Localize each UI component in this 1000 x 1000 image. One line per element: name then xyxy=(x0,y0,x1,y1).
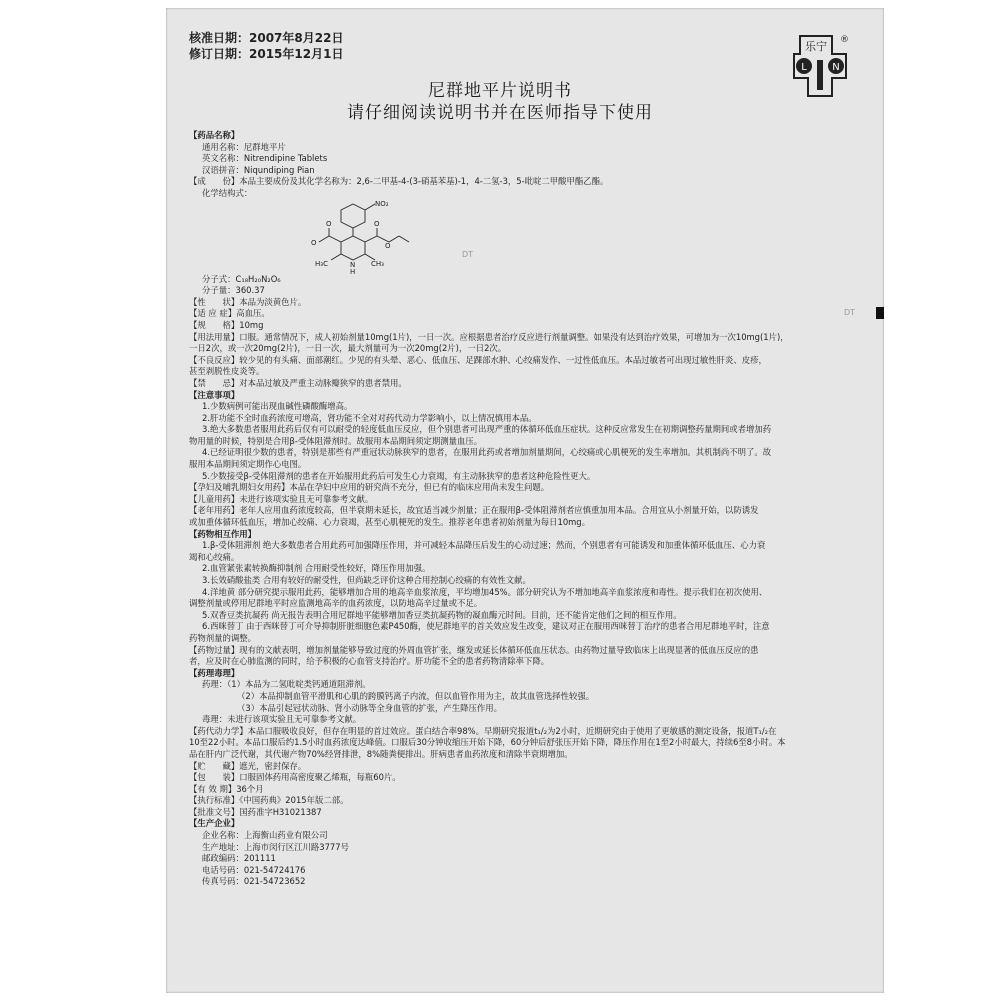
specification: 【规 格】10mg xyxy=(189,319,264,330)
interaction-line: 4.洋地黄 部分研究提示服用此药，能够增加合用的地高辛血浆浓度，平均增加45%。部分研究认为不增加地高辛血浆浓度和毒性。提示我们在初次使用、 xyxy=(202,586,768,597)
structure-label-ch3: CH₃ xyxy=(371,259,384,268)
generic-name: 通用名称：尼群地平片 xyxy=(202,141,286,152)
header-dates xyxy=(189,30,343,62)
interaction-line: 药物剂量的调整。 xyxy=(189,632,256,643)
pharmacokinetics-line: 【药代动力学】本品口服吸收良好，但存在明显的首过效应。蛋白结合率98%。早期研究报道t₁/₂为2小时，近期研究由于使用了更敏感的测定设备，报道T₁/₂在 xyxy=(189,725,777,736)
document-subtitle: 请仔细阅读说明书并在医师指导下使用 xyxy=(347,103,653,123)
section-interactions: 【药物相互作用】 xyxy=(189,528,256,539)
english-name: 英文名称：Nitrendipine Tablets xyxy=(202,153,328,164)
precaution-line: 5.少数接受β-受体阻滞剂的患者在开始服用此药后可发生心力衰竭，有主动脉狭窄的患者这种危险性更大。 xyxy=(202,470,596,481)
structure-label-o: O xyxy=(326,219,332,228)
registration-mark xyxy=(876,307,884,319)
storage: 【贮 藏】遮光，密封保存。 xyxy=(189,760,307,771)
interaction-line: 3.长效硝酸盐类 合用有较好的耐受性，但尚缺乏评价这种合用控制心绞痛的有效性文献。 xyxy=(202,575,531,585)
manufacturer-line: 电话号码：021-54724176 xyxy=(202,864,306,875)
revision-date: 修订日期：2015年12月1日 xyxy=(189,47,344,61)
precaution-line: 服用本品期间须定期作心电图。 xyxy=(189,459,307,470)
structure-label-no2: NO₂ xyxy=(375,199,389,208)
document-title: 尼群地平片说明书 xyxy=(428,81,572,101)
interaction-line: 2.血管紧张素转换酶抑制剂 合用耐受性较好，降压作用加强。 xyxy=(202,563,431,574)
precaution-line: 3.绝大多数患者服用此药后仅有可以耐受的轻度低血压反应，但个别患者可出现严重的体循环低血压症状。这种反应常发生在初期调整药量期间或者增加药 xyxy=(202,424,772,435)
elderly-line: 【老年用药】老年人应用血药浓度较高，但半衰期未延长，故宜适当减少剂量；正在服用β-受体阻滞剂者应慎重加用本品。合用宜从小剂量开始，以防诱发 xyxy=(189,505,759,516)
logo-letter-l: L xyxy=(801,62,807,73)
structure-label: 化学结构式： xyxy=(202,187,253,198)
interaction-line: 6.西咪替丁 由于西咪替丁可介导抑制肝脏细胞色素P450酶，使尼群地平的首关效应发生改变，建议对正在服用西咪替丁治疗的患者合用尼群地平时，注意 xyxy=(202,621,770,632)
pharmacokinetics-line: 10至22小时。本品口服后约1.5小时血药浓度达峰值。口服后30分钟收缩压开始下降，60分钟后舒张压开始下降，降压作用在1至2小时最大，持续6至8小时。本 xyxy=(189,737,786,748)
pregnancy: 【孕妇及哺乳期妇女用药】本品在孕妇中应用的研究尚不充分，但已有的临床应用尚未发生问题。 xyxy=(189,482,550,493)
logo-text: 乐宁 xyxy=(805,40,827,53)
manufacturer-line: 传真号码：021-54723652 xyxy=(202,876,306,887)
pharmacology-line: （2）本品抑制血管平滑肌和心肌的跨膜钙离子内流，但以血管作用为主，故其血管选择性较强。 xyxy=(237,690,595,701)
watermark: DT xyxy=(844,308,856,317)
approval-number: 【批准文号】国药准字H31021387 xyxy=(189,806,322,817)
precaution-line: 2.肝功能不全时血药浓度可增高，肾功能不全对对药代动力学影响小，以上情况慎用本品。 xyxy=(202,412,537,423)
precaution-line: 物用量的时候，特别是合用β-受体阻滞剂时。故服用本品期间须定期测量血压。 xyxy=(189,435,483,446)
chemical-structure xyxy=(189,200,864,274)
structure-label-h3c: H₃C xyxy=(315,259,328,268)
pharmacokinetics-line: 品在肝内广泛代谢，其代谢产物70%经肾排泄，8%随粪便排出。肝病患者血药浓度和清除半衰期增加。 xyxy=(189,748,573,759)
pinyin-name: 汉语拼音：Niqundiping Pian xyxy=(202,164,315,175)
brand-logo xyxy=(790,30,850,102)
overdose-line: 者，应及时在心肺监测的同时，给予积极的心血管支持治疗。肝功能不全的患者药物清除率下降。 xyxy=(189,656,550,667)
precaution-line: 4.已经证明很少数的患者，特别是那些有严重冠状动脉狭窄的患者，在服用此药或者增加剂量期间，心绞痛或心肌梗死的发生率增加。其机制尚不明了。故 xyxy=(202,447,772,458)
structure-label-o: O xyxy=(385,241,391,250)
ingredients: 【成 份】本品主要成份及其化学名称为：2,6-二甲基-4-(3-硝基苯基)-1，4-二氢-3，5-吡啶二甲酸甲酯乙酯。 xyxy=(189,176,609,187)
adverse-line: 甚至剥脱性皮炎等。 xyxy=(189,366,265,377)
molecular-weight: 分子量：360.37 xyxy=(202,285,265,296)
section-precautions: 【注意事项】 xyxy=(189,389,240,400)
structure-label-h: H xyxy=(350,267,356,274)
structure-label-n: N xyxy=(350,260,356,269)
section-drug-name: 【药品名称】 xyxy=(189,130,240,140)
elderly-line: 或加重体循环低血压，增加心绞痛、心力衰竭，甚至心肌梗死的发生。推荐老年患者初始剂量为每日10mg。 xyxy=(189,517,591,528)
contraindications: 【禁 忌】对本品过敏及严重主动脉瓣狭窄的患者禁用。 xyxy=(189,377,407,388)
manufacturer-line: 企业名称：上海衡山药业有限公司 xyxy=(202,830,328,841)
interaction-line: 竭和心绞痛。 xyxy=(189,551,240,562)
precaution-line: 1.少数病例可能出现血碱性磷酸酶增高。 xyxy=(202,401,353,412)
interaction-line: 调整剂量或停用尼群地平时应监测地高辛的血药浓度，以防地高辛过量或不足。 xyxy=(189,598,483,609)
logo-letter-n: N xyxy=(832,62,840,73)
manufacturer-line: 生产地址：上海市闵行区江川路3777号 xyxy=(202,841,349,852)
watermark: DT xyxy=(462,250,474,259)
validity: 【有 效 期】36个月 xyxy=(189,783,264,794)
section-pharmacology: 【药理毒理】 xyxy=(189,667,240,678)
overdose-line: 【药物过量】现有的文献表明，增加剂量能够导致过度的外周血管扩张，继发或延长体循环低血压状态。由药物过量导致临床上出现显著的低血压反应的患 xyxy=(189,644,759,655)
approval-date: 核准日期：2007年8月22日 xyxy=(189,31,344,45)
registered-mark: ® xyxy=(840,35,849,45)
molecular-formula: 分子式：C₁₈H₂₀N₂O₆ xyxy=(202,273,281,284)
adverse-line: 【不良反应】较少见的有头痛、面部潮红。少见的有头晕、恶心、低血压、足踝部水肿、心绞痛发作、一过性低血压。本品过敏者可出现过敏性肝炎、皮疹， xyxy=(189,354,767,365)
dosage-line: 一日2次，或一次20mg(2片)，一日一次，最大剂量可为一次20mg(2片)，一日2次。 xyxy=(189,343,507,354)
properties: 【性 状】本品为淡黄色片。 xyxy=(189,296,307,307)
toxicology-line: 毒理：未进行该项实验且无可靠参考文献。 xyxy=(202,714,362,725)
structure-label-o: O xyxy=(374,219,380,228)
indications: 【适 应 症】高血压。 xyxy=(189,308,270,319)
interaction-line: 1.β-受体阻滞剂 绝大多数患者合用此药可加强降压作用，并可减轻本品降压后发生的心动过速；然而，个别患者有可能诱发和加重体循环低血压、心力衰 xyxy=(202,540,766,551)
pharmacology-line: 药理：（1）本品为二氢吡啶类钙通道阻滞剂。 xyxy=(202,679,371,690)
leaflet-body xyxy=(189,130,864,888)
manufacturer-line: 邮政编码：201111 xyxy=(202,853,276,864)
structure-label-o: O xyxy=(311,238,317,247)
section-manufacturer: 【生产企业】 xyxy=(189,818,240,829)
standard: 【执行标准】《中国药典》2015年版二部。 xyxy=(189,795,349,806)
interaction-line: 5.双香豆类抗凝药 尚无报告表明合用尼群地平能够增加香豆类抗凝药物的凝血酶元时间。目前，还不能肯定他们之间的相互作用。 xyxy=(202,609,682,620)
structure-diagram xyxy=(309,200,459,274)
children: 【儿童用药】未进行该项实验且无可靠参考文献。 xyxy=(189,493,374,504)
package: 【包 装】口服固体药用高密度聚乙烯瓶，每瓶60片。 xyxy=(189,772,401,783)
dosage-line: 【用法用量】口服。通常情况下，成人初始剂量10mg(1片)，一日一次。应根据患者治疗反应进行剂量调整。如果没有达到治疗效果，可增加为一次10mg(1片)， xyxy=(189,331,789,342)
pharmacology-line: （3）本品引起冠状动脉、肾小动脉等全身血管的扩张，产生降压作用。 xyxy=(237,702,502,713)
